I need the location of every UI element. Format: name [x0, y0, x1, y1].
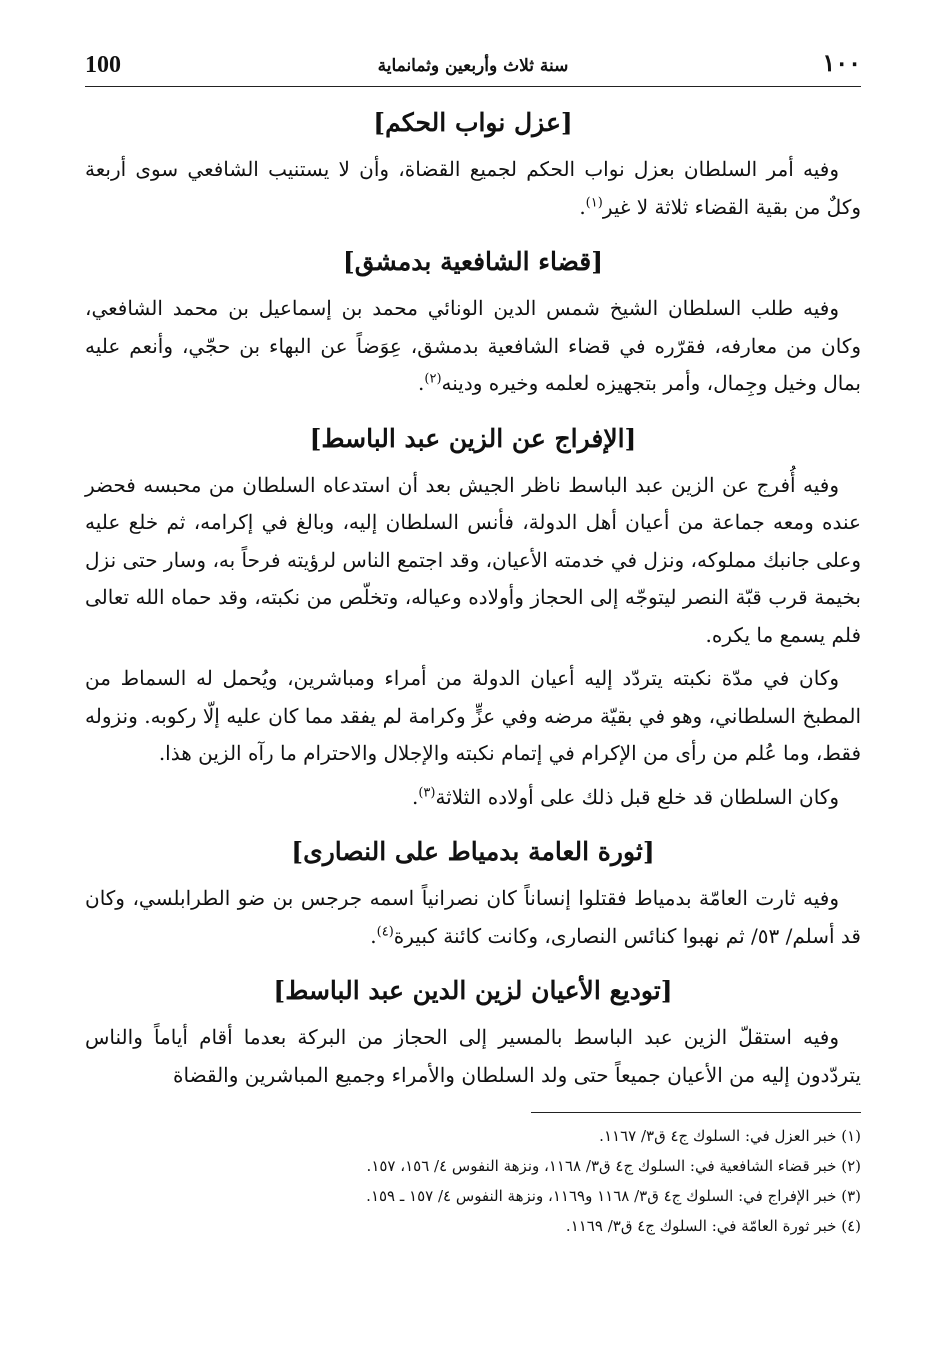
section-damietta-revolt — [85, 834, 861, 955]
section-title: [توديع الأعيان لزين الدين عبد الباسط] — [273, 976, 673, 1005]
section-title: [ثورة العامة بدمياط على النصارى] — [291, 837, 655, 866]
footnote: (٢) خبر قضاء الشافعية في: السلوك ج٤ ق٣/ ١١٦٨، ونزهة النفوس ٤/ ١٥٦، ١٥٧. — [366, 1157, 861, 1175]
section-release-abd-al-basit — [85, 421, 861, 817]
paragraph-text: وفيه أمر السلطان بعزل نواب الحكم لجميع القضاة، وأن لا يستنيب الشافعي سوى أربعة وكلٌ من بقية القضاء ثلاثة لا غير — [85, 157, 861, 219]
section-dismissal-of-deputies — [85, 105, 861, 226]
paragraph-end: . — [418, 371, 425, 395]
paragraph-text: وفيه استقلّ الزين عبد الباسط بالمسير إلى الحجاز من البركة بعدما أقام أياماً والناس يتردّدون إليه من الأعيان جميعاً حتى ولد السلطان والأمراء وجميع المباشرين والقضاة — [85, 1025, 861, 1087]
paragraph-text: وفيه ثارت العامّة بدمياط فقتلوا إنساناً كان نصرانياً اسمه جرجس بن ضو الطرابلسي، وكان قد أسلم/ ٥٣/ ثم نهبوا كنائس النصارى، وكانت كائنة كبيرة — [85, 886, 861, 948]
footnote-divider — [531, 1112, 861, 1113]
paragraph-text: وكان في مدّة نكبته يتردّد إليه أعيان الدولة من أمراء ومباشرين، ويُحمل له السماط من المطبخ السلطاني، وهو في بقيّة مرضه وفي عزٍّ وكرامة لم يفقد مما كان عليه إلّا ركوبه. ونزوله فقط، وما عُلم من رأى من الإكرام في إتمام نكبته والإجلال والاحترام ما رآه الزين هذا. — [85, 666, 861, 765]
paragraph — [85, 779, 861, 817]
running-title: سنة ثلاث وأربعين وثمانماية — [377, 56, 569, 76]
section-title: [قضاء الشافعية بدمشق] — [342, 247, 604, 276]
paragraph — [85, 880, 861, 955]
paragraph-text: وفيه أُفرج عن الزين عبد الباسط ناظر الجيش بعد أن استدعاه السلطان من محبسه فحضر عنده ومعه جماعة من أعيان أهل الدولة، فأنس السلطان إليه، وبالغ في إكرامه، ثم خلع عليه وعلى جانبك مملوكه، ونزل في خدمته الأعيان، وقد اجتمع الناس لرؤيته فرحاً به، وسار حتى نزل بخيمة قرب قبّة النصر ليتوجّه إلى الحجاز وأولاده وعياله، وتخلّص من نكبته، وقد حماه الله تعالى فلم يسمع ما يكره. — [85, 472, 861, 647]
paragraph — [85, 151, 861, 226]
paragraph — [85, 1019, 861, 1094]
section-farewell-abd-al-basit — [85, 973, 861, 1094]
paragraph — [85, 660, 861, 773]
section-title: [عزل نواب الحكم] — [373, 108, 573, 137]
paragraph — [85, 467, 861, 655]
paragraph-text: وفيه طلب السلطان الشيخ شمس الدين الونائي محمد بن إسماعيل بن محمد الشافعي، وكان من معارفه، فقرّره في قضاء الشافعية بدمشق، عِوَضاً عن البهاء بن حجّي، وأنعم عليه بمال وخيل وجِمال، وأمر بتجهيزه لعلمه وخيره ودينه — [85, 296, 861, 395]
footnote-ref: (١) — [585, 194, 603, 210]
footnote: (٣) خبر الإفراج في: السلوك ج٤ ق٣/ ١١٦٨ و١١٦٩، ونزهة النفوس ٤/ ١٥٧ ـ ١٥٩. — [366, 1187, 861, 1205]
paragraph-end: . — [411, 784, 419, 809]
paragraph — [85, 290, 861, 403]
footnotes — [85, 1121, 861, 1241]
footnote-ref: (٤) — [376, 923, 394, 939]
page-number-latin: 100 — [85, 52, 121, 78]
paragraph-text: وكان السلطان قد خلع قبل ذلك على أولاده الثلاثة — [435, 784, 839, 809]
page-number-arabic: ١٠٠ — [822, 48, 861, 77]
section-shafii-judgeship-damascus — [85, 244, 861, 403]
footnote-ref: (٢) — [424, 371, 442, 387]
paragraph-end: . — [370, 923, 377, 948]
running-header — [85, 44, 861, 87]
section-title: [الإفراج عن الزين عبد الباسط] — [309, 423, 637, 453]
footnote-ref: (٣) — [418, 784, 436, 800]
paragraph-end: . — [579, 194, 586, 219]
footnote: (١) خبر العزل في: السلوك ج٤ ق٣/ ١١٦٧. — [599, 1127, 861, 1145]
footnote: (٤) خبر ثورة العامّة في: السلوك ج٤ ق٣/ ١١٦٩. — [565, 1217, 861, 1235]
